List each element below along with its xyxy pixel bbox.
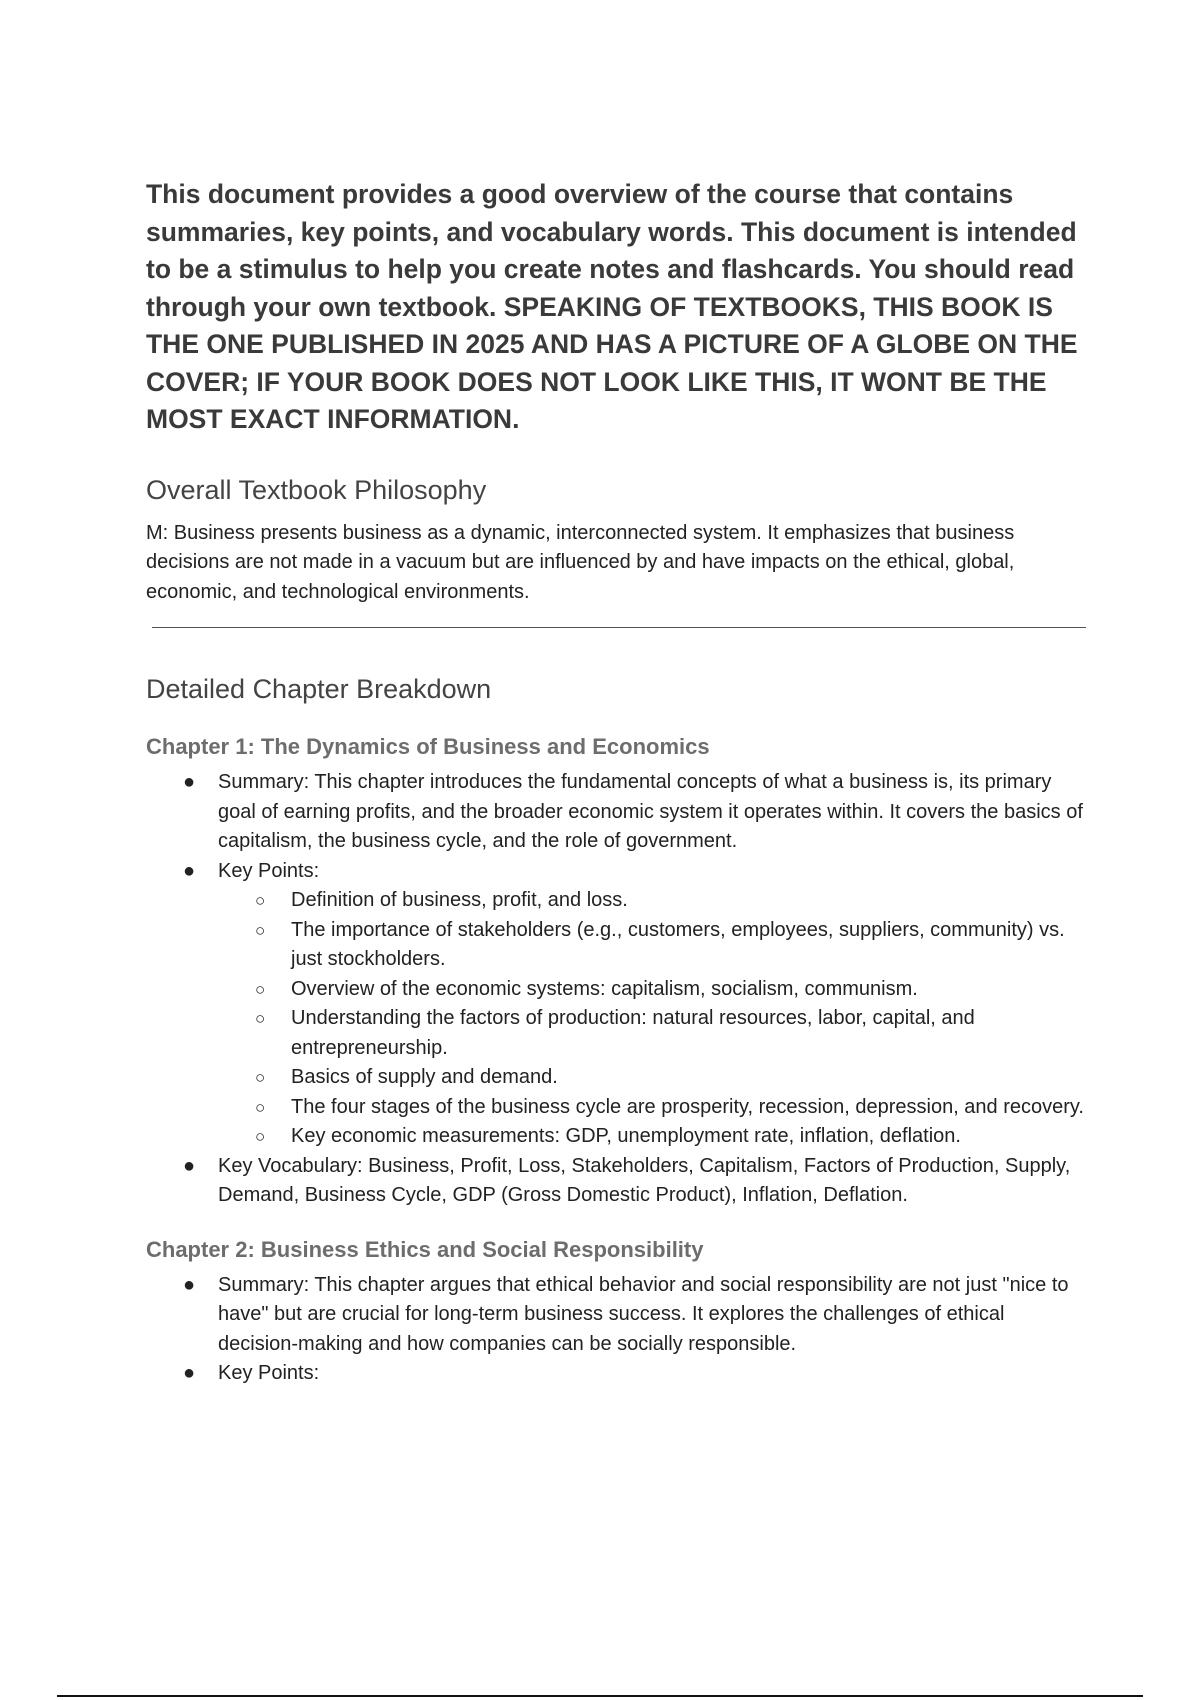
bullet-icon: ● — [183, 859, 196, 882]
key-point-text: Basics of supply and demand. — [291, 1066, 558, 1088]
hollow-bullet-icon: ○ — [255, 979, 266, 999]
bullet-icon: ● — [183, 1154, 196, 1177]
key-point-item — [218, 886, 1086, 916]
key-point-text: Understanding the factors of production: natural resources, labor, capital, and entrepreneurship. — [291, 1007, 975, 1059]
chapter-1-key-points — [218, 886, 1086, 1152]
breakdown-heading: Detailed Chapter Breakdown — [146, 674, 492, 704]
hollow-bullet-icon: ○ — [255, 1097, 266, 1117]
key-point-item — [218, 1093, 1086, 1123]
chapter-1-title: Chapter 1: The Dynamics of Business and Economics — [146, 734, 710, 759]
philosophy-heading: Overall Textbook Philosophy — [146, 474, 487, 505]
key-point-text: Key economic measurements: GDP, unemployment rate, inflation, deflation. — [291, 1125, 961, 1147]
key-point-text: Definition of business, profit, and loss. — [291, 889, 628, 911]
bullet-icon: ● — [183, 1273, 196, 1296]
chapter-1-summary: Summary: This chapter introduces the fundamental concepts of what a business is, its primary goal of earning profits, and the broader economic system it operates within. It covers the basics of capitalism, the business cycle, and the role of government. — [218, 771, 1083, 852]
hollow-bullet-icon: ○ — [255, 891, 266, 910]
chapter-1-vocabulary: Key Vocabulary: Business, Profit, Loss, Stakeholders, Capitalism, Factors of Production, Supply, Demand, Business Cycle, GDP (Gross Domestic Product), Inflation, Deflation. — [218, 1154, 1071, 1206]
list-item — [146, 857, 1086, 1152]
hollow-bullet-icon: ○ — [255, 1009, 266, 1028]
key-point-text: Overview of the economic systems: capitalism, socialism, communism. — [291, 977, 918, 1000]
bullet-icon: ● — [183, 771, 196, 793]
section-divider — [152, 627, 1086, 628]
philosophy-text: M: Business presents business as a dynamic, interconnected system. It emphasizes that business decisions are not made in a vacuum but are influenced by and have impacts on the ethical, global, economic, and technological environments. — [146, 521, 1015, 603]
chapter-1-key-points-label: Key Points: — [218, 859, 320, 882]
key-point-item — [218, 1063, 1086, 1093]
list-item — [146, 1152, 1086, 1211]
chapter-2-summary: Summary: This chapter argues that ethical behavior and social responsibility are not just "nice to have" but are crucial for long-term business success. It explores the challenges of ethical decision-making and how companies can be socially responsible. — [218, 1273, 1069, 1355]
key-point-item — [218, 916, 1086, 975]
chapter-1-list — [146, 768, 1086, 1211]
key-point-text: The four stages of the business cycle are prosperity, recession, depression, and recovery. — [291, 1095, 1084, 1118]
hollow-bullet-icon: ○ — [255, 1068, 266, 1087]
list-item — [146, 1271, 1086, 1360]
bullet-icon: ● — [183, 1362, 196, 1384]
page-bottom-border — [57, 1695, 1143, 1697]
key-point-item — [218, 1004, 1086, 1063]
document-page — [146, 176, 1086, 1389]
key-point-item — [218, 975, 1086, 1005]
list-item — [146, 768, 1086, 857]
list-item — [146, 1359, 1086, 1389]
hollow-bullet-icon: ○ — [255, 920, 266, 940]
chapter-2-title: Chapter 2: Business Ethics and Social Responsibility — [146, 1236, 704, 1262]
hollow-bullet-icon: ○ — [255, 1127, 266, 1146]
key-point-text: The importance of stakeholders (e.g., customers, employees, suppliers, community) vs. just stockholders. — [291, 918, 1065, 970]
intro-notice: This document provides a good overview of the course that contains summaries, key points, and vocabulary words. This document is intended to be a stimulus to help you create notes and flashcards. You should read through your own textbook. SPEAKING OF TEXTBOOKS, THIS BOOK IS THE ONE PUBLISHED IN 2025 AND HAS A PICTURE OF A GLOBE ON THE COVER; IF YOUR BOOK DOES NOT LOOK LIKE THIS, IT WONT BE THE MOST EXACT INFORMATION. — [146, 179, 1078, 434]
chapter-2-list — [146, 1271, 1086, 1389]
key-point-item — [218, 1122, 1086, 1152]
chapter-2-key-points-label: Key Points: — [218, 1362, 320, 1384]
